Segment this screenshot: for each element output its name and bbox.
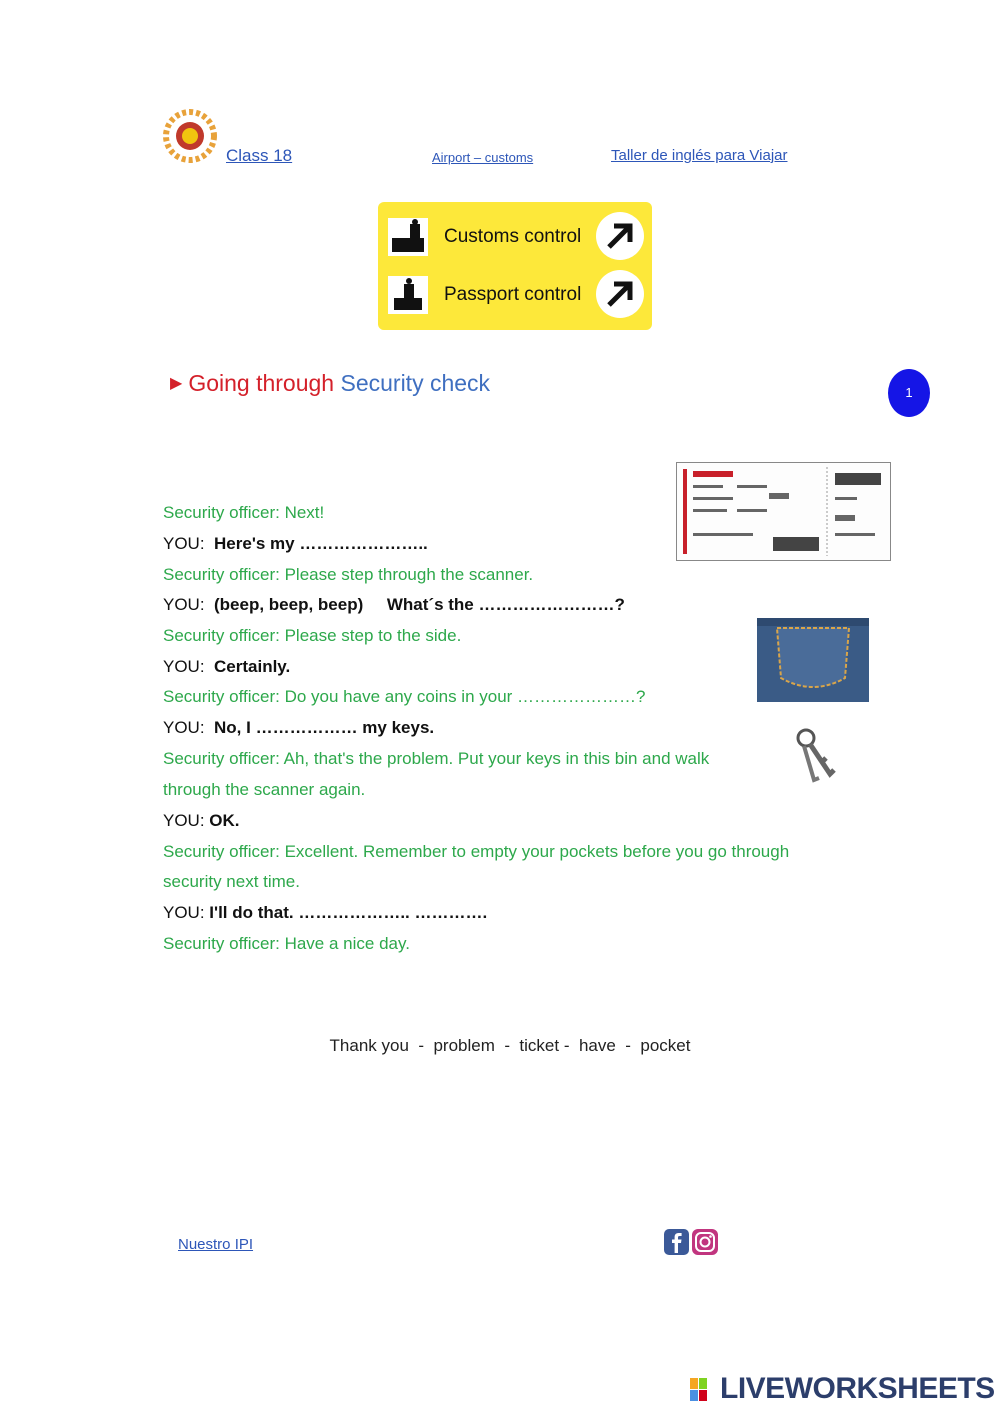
section-title-red: Going through [188,370,335,396]
sign-row-customs [378,208,652,266]
class-logo-image [162,108,218,164]
facebook-icon[interactable] [664,1229,689,1255]
speaker-officer: Security officer: [163,626,280,645]
liveworksheets-brand [690,1372,995,1408]
class-label: Class 18 [226,146,293,165]
dialogue-line [163,687,646,707]
dialogue-line [163,534,428,554]
arrow-up-right-icon [596,270,644,318]
speaker-you: YOU: [163,595,205,614]
dialogue-line [163,872,300,892]
line-text: Ah, that's the problem. Put your keys in this bin and walk [283,749,710,768]
customs-officer-icon [388,218,428,256]
brand-text: LIVEWORKSHEETS [720,1372,995,1405]
dialogue-line [163,565,533,585]
social-icons [664,1229,718,1255]
dialogue-line [163,657,290,677]
page-number-badge[interactable]: 1 [888,369,930,417]
keys-image [792,726,846,784]
speaker-officer: Security officer: [163,934,280,953]
line-text: Excellent. Remember to empty your pockets before you go through [284,842,790,861]
line-text: (beep, beep, beep) What´s the ……………………? [214,595,625,614]
dialogue-line [163,718,434,738]
sign-label-customs: Customs control [444,226,582,247]
speaker-officer: Security officer: [163,842,280,861]
line-text: Certainly. [214,657,291,676]
passport-officer-icon [388,276,428,314]
dialogue-line [163,626,461,646]
speaker-you: YOU: [163,534,205,553]
line-text: OK. [209,811,240,830]
dialogue-line [163,595,625,615]
line-text: Do you have any coins in your …………………? [284,687,646,706]
dialogue-line [163,780,365,800]
dialogue-line [163,811,240,831]
line-text: Have a nice day. [284,934,410,953]
line-text: Here's my ………………….. [214,534,428,553]
speaker-you: YOU: [163,903,205,922]
triangle-bullet-icon: ▶ [170,375,183,392]
speaker-officer: Security officer: [163,565,280,584]
speaker-you: YOU: [163,657,205,676]
liveworksheets-logo-icon [690,1378,716,1402]
boarding-pass-image [676,462,891,561]
word-bank: Thank you - problem - ticket - have - pocket [329,1036,691,1055]
dialogue-line [163,749,709,769]
line-text: No, I ……………… my keys. [214,718,435,737]
airport-sign-image [378,202,652,330]
line-text: Please step through the scanner. [284,565,534,584]
line-text: security next time. [163,872,300,891]
section-title [170,370,490,397]
line-text: through the scanner again. [163,780,366,799]
speaker-officer: Security officer: [163,503,280,522]
speaker-officer: Security officer: [163,749,280,768]
speaker-officer: Security officer: [163,687,280,706]
course-label: Taller de inglés para Viajar [611,147,788,164]
speaker-you: YOU: [163,811,205,830]
dialogue-line [163,934,410,954]
jeans-pocket-image [757,618,869,702]
sign-label-passport: Passport control [444,284,582,305]
footer-link[interactable]: Nuestro IPI [178,1236,254,1253]
line-text: Next! [284,503,325,522]
dialogue-line [163,842,789,862]
speaker-you: YOU: [163,718,205,737]
section-title-blue: Security check [340,370,491,396]
arrow-up-right-icon [596,212,644,260]
topic-label: Airport – customs [432,150,534,165]
dialogue-line [163,503,324,523]
line-text: Please step to the side. [284,626,462,645]
line-text: I'll do that. ……………….. …………. [209,903,488,922]
sign-row-passport [378,266,652,324]
instagram-icon[interactable] [692,1229,718,1255]
dialogue-line [163,903,487,923]
